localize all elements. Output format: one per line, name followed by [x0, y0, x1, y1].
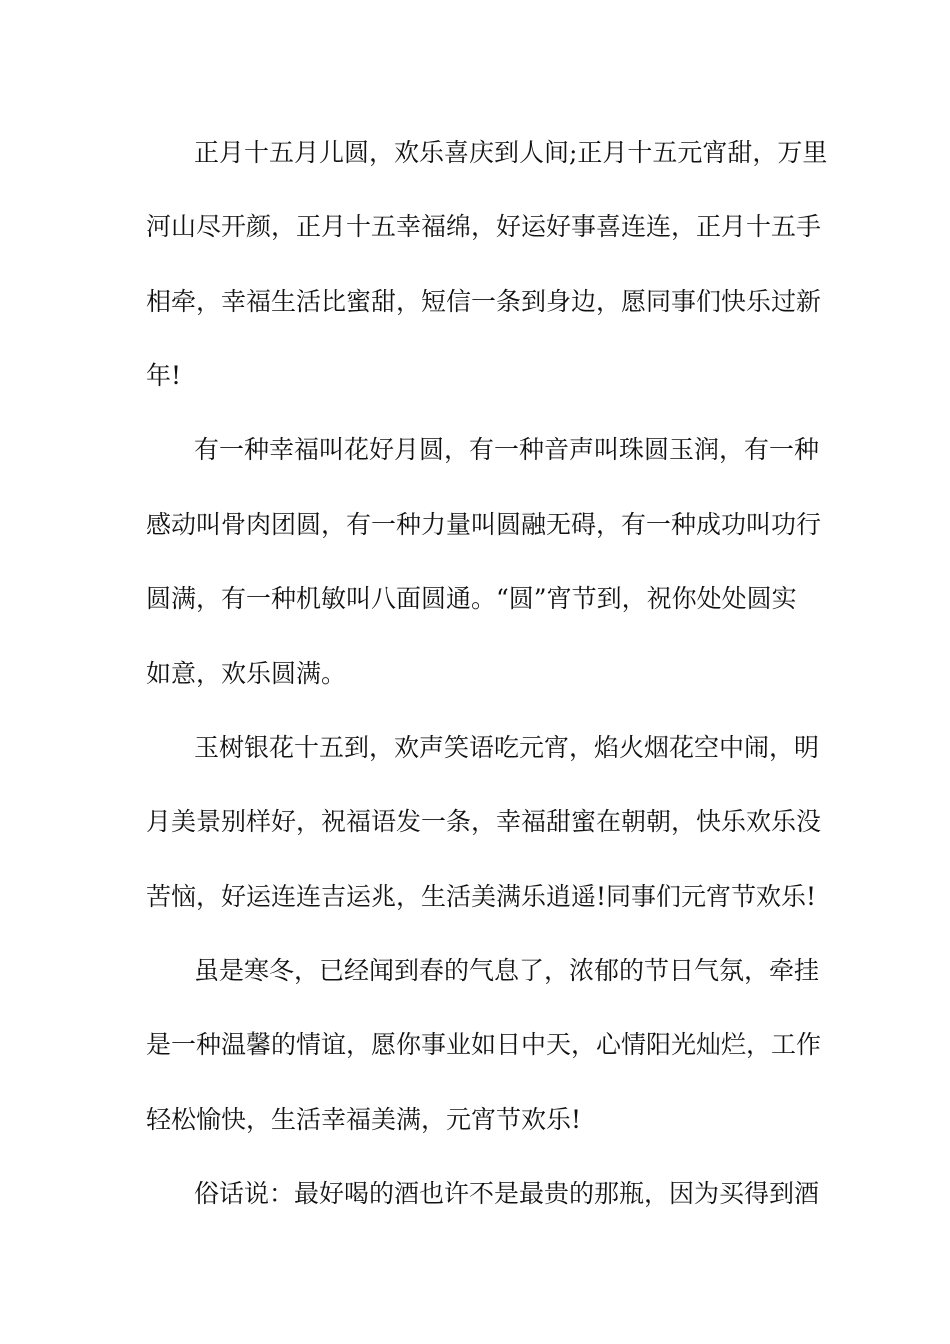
- text-line: 年!: [146, 361, 182, 390]
- text-line: 虽是寒冬，已经闻到春的气息了，浓郁的节日气氛，牵挂: [194, 956, 820, 985]
- paragraph-4-line-2: [0, 1025, 950, 1065]
- text-line: 月美景别样好，祝福语发一条，幸福甜蜜在朝朝，快乐欢乐没: [146, 807, 822, 836]
- text-line: 圆满，有一种机敏叫八面圆通。“圆”宵节到，祝你处处圆实: [146, 584, 797, 613]
- text-line: 感动叫骨肉团圆，有一种力量叫圆融无碍，有一种成功叫功行: [146, 510, 822, 539]
- paragraph-1-line-1: [0, 133, 950, 173]
- paragraph-2-line-1: [0, 430, 950, 470]
- text-line: 有一种幸福叫花好月圆，有一种音声叫珠圆玉润，有一种: [194, 435, 820, 464]
- text-line: 是一种温馨的情谊，愿你事业如日中天，心情阳光灿烂，工作: [146, 1030, 822, 1059]
- paragraph-4-line-3: [0, 1100, 950, 1140]
- text-line: 如意，欢乐圆满。: [146, 659, 347, 688]
- paragraph-1-line-2: [0, 207, 950, 247]
- paragraph-4-line-1: [0, 951, 950, 991]
- paragraph-1-line-4: [0, 356, 950, 396]
- paragraph-3-line-3: [0, 877, 950, 917]
- text-line: 苦恼，好运连连吉运兆，生活美满乐逍遥!同事们元宵节欢乐!: [146, 882, 817, 911]
- text-line: 河山尽开颜，正月十五幸福绵，好运好事喜连连，正月十五手: [146, 212, 822, 241]
- paragraph-2-line-4: [0, 654, 950, 694]
- paragraph-2-line-2: [0, 505, 950, 545]
- text-line: 相牵，幸福生活比蜜甜，短信一条到身边，愿同事们快乐过新: [146, 287, 822, 316]
- paragraph-2-line-3: [0, 579, 950, 619]
- paragraph-3-line-2: [0, 802, 950, 842]
- paragraph-5-line-1: [0, 1174, 950, 1214]
- text-line: 俗话说：最好喝的酒也许不是最贵的那瓶，因为买得到酒: [194, 1179, 820, 1208]
- paragraph-3-line-1: [0, 728, 950, 768]
- paragraph-1-line-3: [0, 282, 950, 322]
- text-line: 玉树银花十五到，欢声笑语吃元宵，焰火烟花空中闹，明: [194, 733, 820, 762]
- text-line: 正月十五月儿圆，欢乐喜庆到人间;正月十五元宵甜，万里: [194, 138, 828, 167]
- text-line: 轻松愉快，生活幸福美满，元宵节欢乐!: [146, 1105, 582, 1134]
